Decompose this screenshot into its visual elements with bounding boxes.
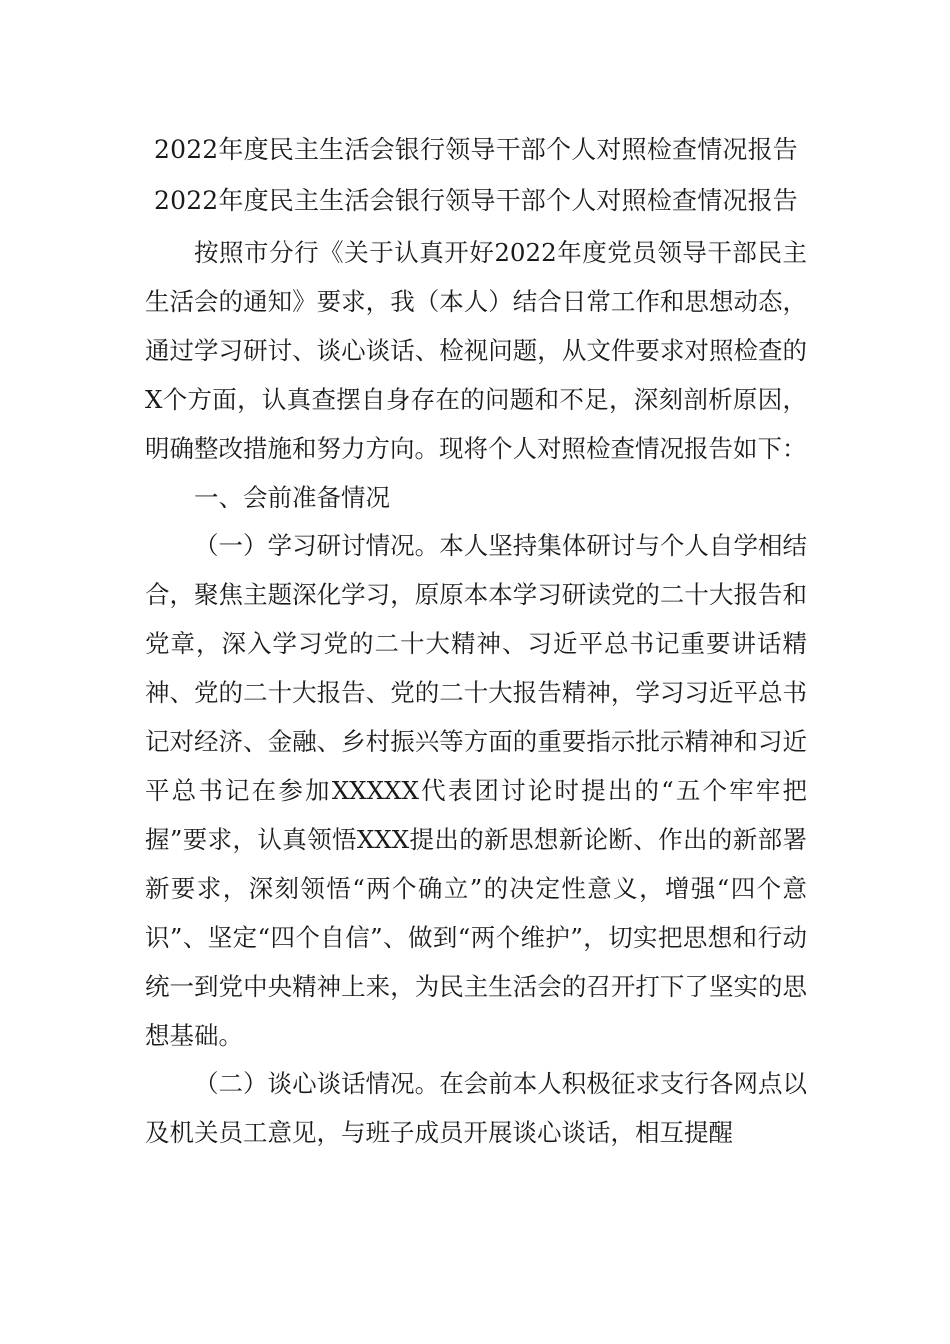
heart-to-heart-talk-paragraph: （二）谈心谈话情况。在会前本人积极征求支行各网点以及机关员工意见，与班子成员开展谈心谈话，相互提醒 xyxy=(145,1069,807,1148)
study-discussion-paragraph: （一）学习研讨情况。本人坚持集体研讨与个人自学相结合，聚焦主题深化学习，原原本本学习研读党的二十大报告和党章，深入学习党的二十大精神、习近平总书记重要讲话精神、党的二十大报告、党的二十大报告精神，学习习近平总书记对经济、金融、乡村振兴等方面的重要指示批示精神和习近平总书记在参加XXXXX代表团讨论时提出的“五个牢牢把握”要求，认真领悟XXX提出的新思想新论断、作出的新部署新要求，深刻领悟“两个确立”的决定性意义，增强“四个意识”、坚定“四个自信”、做到“两个维护”，切实把思想和行动统一到党中央精神上来，为民主生活会的召开打下了坚实的思想基础。 xyxy=(145,531,807,1050)
section-heading: 一、会前准备情况 xyxy=(194,482,390,512)
document-title-line-2: 2022年度民主生活会银行领导干部个人对照检查情况报告 xyxy=(153,186,799,215)
document-title-line-1: 2022年度民主生活会银行领导干部个人对照检查情况报告 xyxy=(153,135,799,164)
intro-paragraph: 按照市分行《关于认真开好2022年度党员领导干部民主生活会的通知》要求，我（本人）结合日常工作和思想动态，通过学习研讨、谈心谈话、检视问题，从文件要求对照检查的X个方面，认真查摆自身存在的问题和不足，深刻剖析原因，明确整改措施和努力方向。现将个人对照检查情况报告如下： xyxy=(145,238,807,463)
document-body xyxy=(145,229,807,1158)
